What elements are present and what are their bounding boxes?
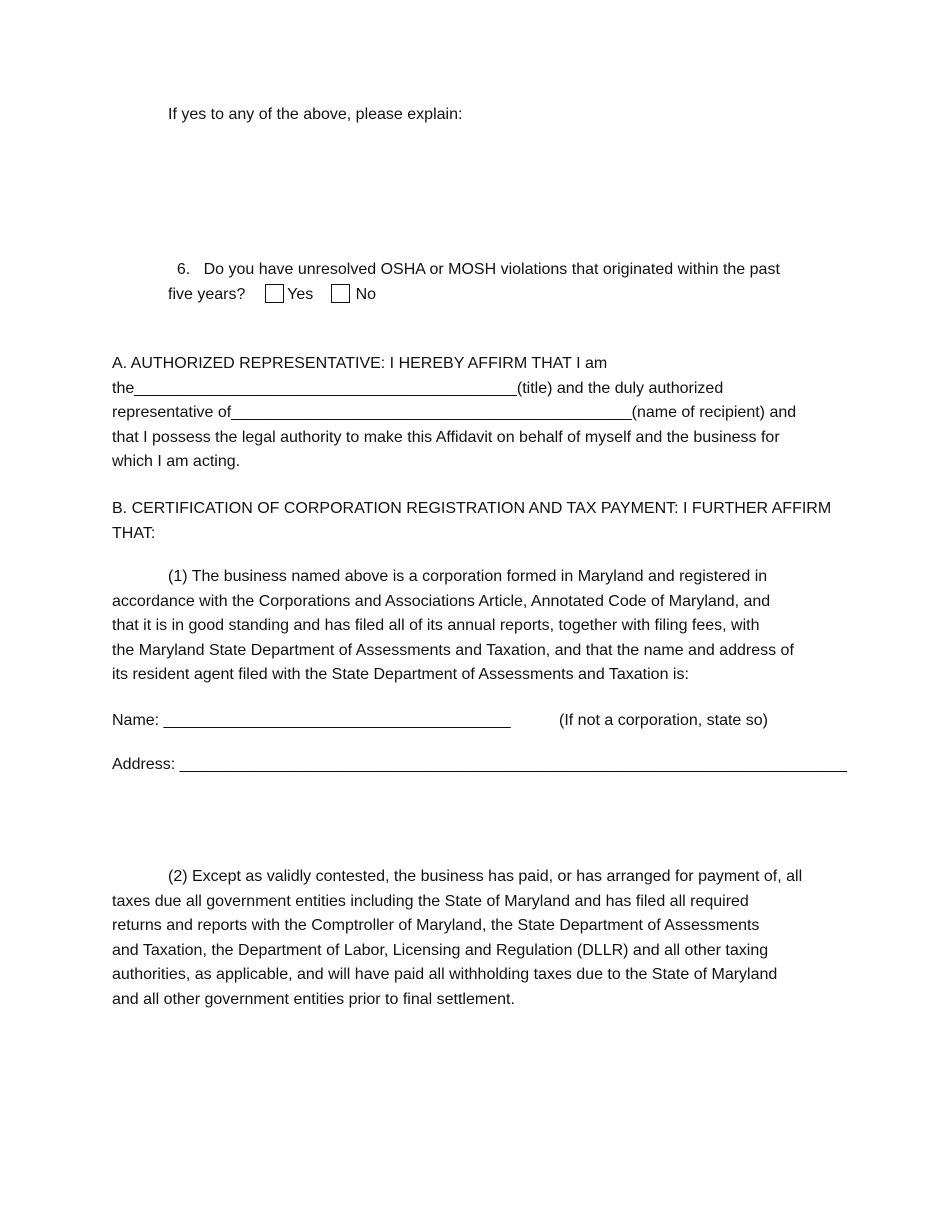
para2-line5: authorities, as applicable, and will have paid all withholding taxes due to the State of Maryland [112, 966, 778, 984]
para1-line2: accordance with the Corporations and Associations Article, Annotated Code of Maryland, and [112, 592, 771, 610]
section-b-paragraph-2 [112, 865, 802, 1013]
section-b-paragraph-1 [112, 565, 794, 688]
section-a-heading: A. AUTHORIZED REPRESENTATIVE: I HEREBY AFFIRM THAT I am [112, 355, 608, 372]
yes-checkbox[interactable] [265, 284, 284, 303]
no-checkbox[interactable] [331, 284, 350, 303]
name-field-label: Name: _______________________________________ [112, 712, 511, 729]
para1-line1: (1) The business named above is a corporation formed in Maryland and registered in [168, 568, 768, 585]
question-6 [168, 258, 780, 307]
name-note [559, 709, 768, 734]
question-6-text-cont: five years? [168, 285, 246, 303]
question-6-text: Do you have unresolved OSHA or MOSH violations that originated within the past [203, 261, 780, 278]
para2-line2: taxes due all government entities including the State of Maryland and has filed all required [112, 892, 749, 910]
para2-line3: returns and reports with the Comptroller of Maryland, the State Department of Assessments [112, 917, 760, 935]
explain-prompt-text: If yes to any of the above, please explain: [168, 106, 463, 123]
name-note-text: (If not a corporation, state so) [559, 712, 768, 729]
question-6-number: 6. [176, 261, 191, 278]
para2-first-line [112, 865, 802, 890]
section-b-heading [112, 497, 831, 546]
address-field[interactable] [112, 753, 847, 778]
recipient-field-line: representative of_____________________________________________(name of recipient) and [112, 404, 797, 422]
question-6-line2 [168, 283, 780, 308]
para2-line6: and all other government entities prior to final settlement. [112, 990, 515, 1008]
section-b-heading-line2: THAT: [112, 524, 156, 542]
name-field[interactable] [112, 709, 511, 734]
question-6-line1 [168, 258, 780, 283]
title-field-line: the___________________________________________(title) and the duly authorized [112, 379, 724, 397]
para2-line4: and Taxation, the Department of Labor, Licensing and Regulation (DLLR) and all other taxing [112, 941, 769, 959]
section-a [112, 352, 796, 475]
para1-line5: its resident agent filed with the State Department of Assessments and Taxation is: [112, 666, 689, 684]
section-a-text-end: which I am acting. [112, 453, 241, 471]
para2-line1: (2) Except as validly contested, the business has paid, or has arranged for payment of, all [168, 868, 803, 885]
section-a-text: that I possess the legal authority to make this Affidavit on behalf of myself and the business for [112, 428, 780, 446]
para1-line4: the Maryland State Department of Assessments and Taxation, and that the name and address of [112, 641, 794, 659]
explain-prompt [168, 103, 462, 128]
section-b-heading-line1: B. CERTIFICATION OF CORPORATION REGISTRATION AND TAX PAYMENT: I FURTHER AFFIRM [112, 500, 832, 517]
no-label: No [355, 285, 377, 303]
yes-label: Yes [287, 285, 314, 303]
address-field-label: Address: ___________________________________________________________________________ [112, 756, 847, 773]
para1-line3: that it is in good standing and has filed all of its annual reports, together with filing fees, with [112, 617, 760, 635]
para1-first-line [112, 565, 794, 590]
